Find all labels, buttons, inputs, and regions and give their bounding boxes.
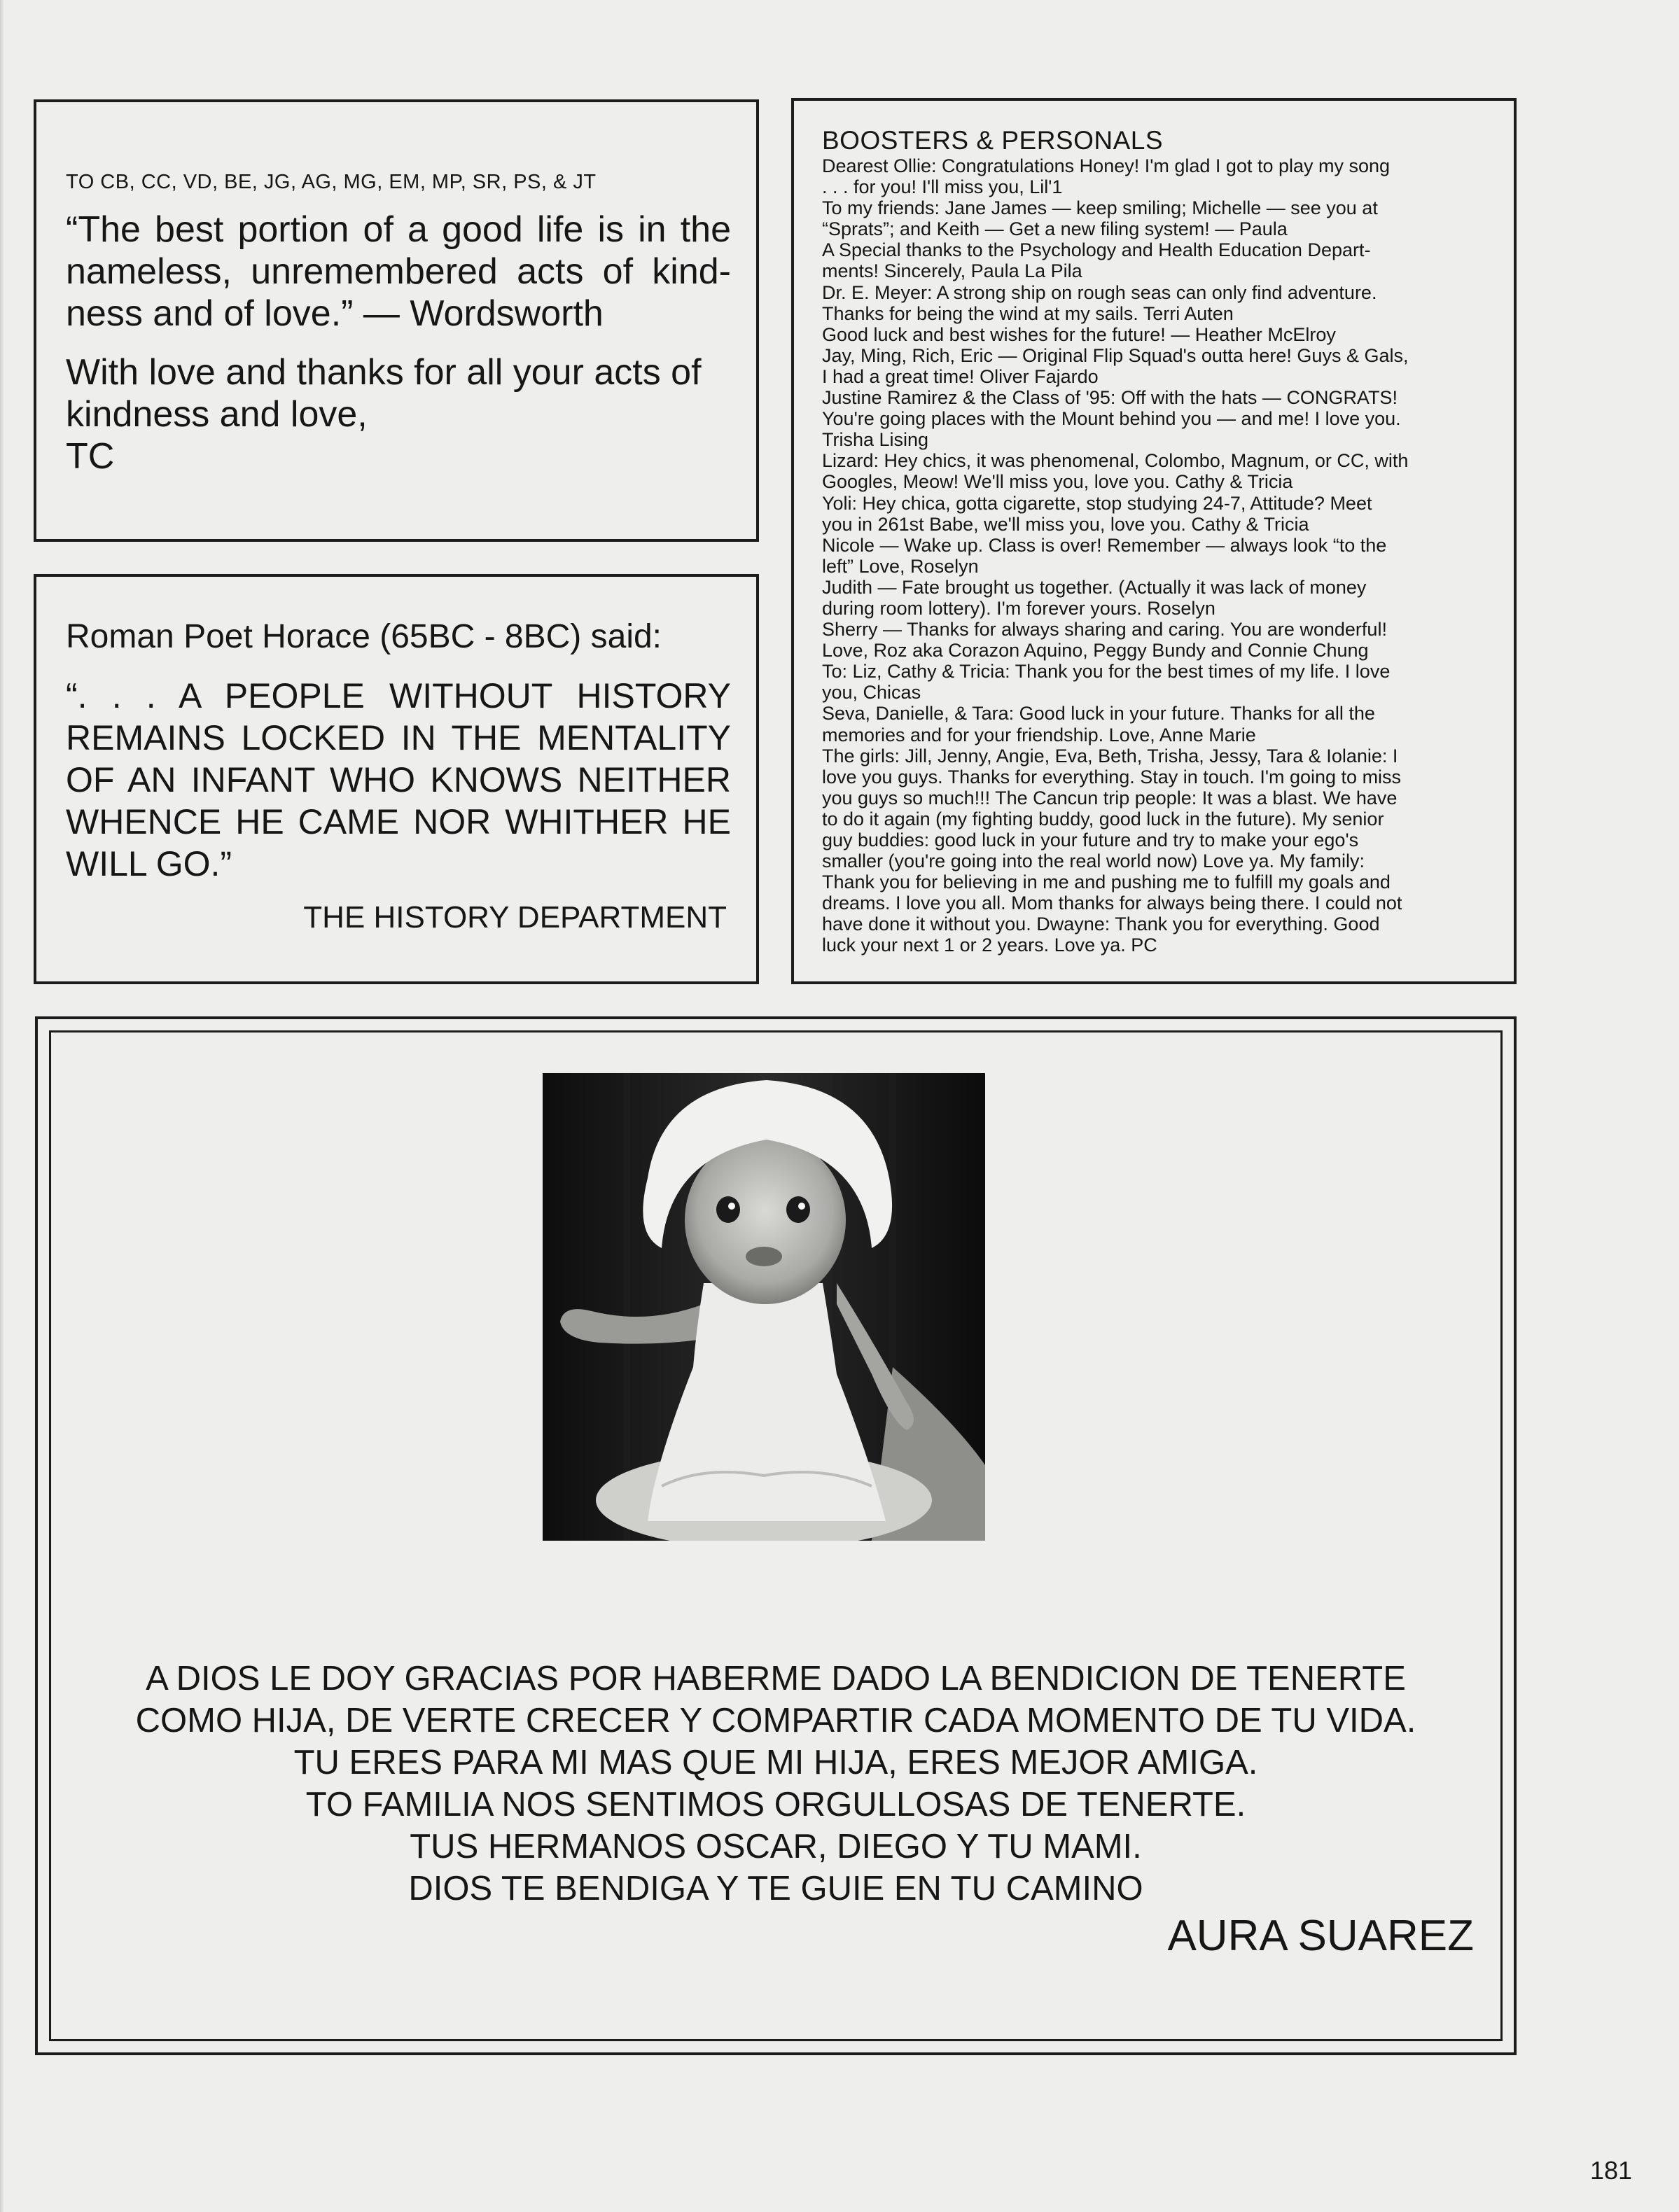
booster-line: Sherry — Thanks for always sharing and caring. You are wonderful!: [822, 619, 1387, 640]
booster-line: left” Love, Roselyn: [822, 555, 979, 577]
aura-message-line: DIOS TE BENDIGA Y TE GUIE EN TU CAMINO: [408, 1870, 1143, 1907]
booster-line: during room lottery). I'm forever yours. Roselyn: [822, 597, 1215, 619]
wordsworth-quote: “The best portion of a good life is in the nameless, unremembered acts of kindness and of love.” — Wordsworth: [66, 209, 731, 334]
tc-recipients: TO CB, CC, VD, BE, JG, AG, MG, EM, MP, SR, PS, & JT: [66, 171, 597, 193]
aura-message-line: COMO HIJA, DE VERTE CRECER Y COMPARTIR CADA MOMENTO DE TU VIDA.: [135, 1702, 1416, 1740]
boosters-title: BOOSTERS & PERSONALS: [822, 126, 1164, 155]
booster-line: Yoli: Hey chica, gotta cigarette, stop studying 24-7, Attitude? Meet: [822, 492, 1372, 514]
booster-line: Nicole — Wake up. Class is over! Remember — always look “to the: [822, 534, 1387, 556]
history-department-box: [34, 574, 759, 984]
booster-line: guy buddies: good luck in your future and try to make your ego's: [822, 830, 1359, 850]
booster-line: To my friends: Jane James — keep smiling; Michelle — see you at: [822, 197, 1378, 219]
booster-line: memories and for your friendship. Love, Anne Marie: [822, 724, 1256, 746]
aura-message: [51, 1658, 1500, 1910]
booster-line: Lizard: Hey chics, it was phenomenal, Colombo, Magnum, or CC, with: [822, 450, 1409, 472]
booster-line: have done it without you. Dwayne: Thank you for everything. Good: [822, 913, 1380, 935]
aura-message-line: A DIOS LE DOY GRACIAS POR HABERME DADO LA BENDICION DE TENERTE: [146, 1660, 1406, 1698]
horace-quote: “. . . A PEOPLE WITHOUT HISTORY REMAINS LOCKED IN THE MENTALITY OF AN INFANT WHO KNOWS NEITHER WHENCE HE CAME NOR WHITHER HE WILL GO.”: [66, 676, 731, 883]
booster-line: you guys so much!!! The Cancun trip people: It was a blast. We have: [822, 787, 1398, 808]
booster-line: I had a great time! Oliver Fajardo: [822, 365, 1099, 387]
boosters-text: [822, 155, 1487, 956]
booster-line: smaller (you're going into the real world now) Love ya. My family:: [822, 850, 1365, 872]
booster-line: you, Chicas: [822, 682, 921, 704]
booster-line: “Sprats”; and Keith — Get a new filing system! — Paula: [822, 218, 1288, 240]
booster-line: Dr. E. Meyer: A strong ship on rough seas can only find adventure.: [822, 281, 1377, 303]
aura-message-line: TU ERES PARA MI MAS QUE MI HIJA, ERES MEJOR AMIGA.: [293, 1744, 1258, 1782]
booster-line: Thanks for being the wind at my sails. Terri Auten: [822, 302, 1234, 324]
booster-line: Jay, Ming, Rich, Eric — Original Flip Squad's outta here! Guys & Gals,: [822, 344, 1409, 366]
booster-line: A Special thanks to the Psychology and Health Education Depart-: [822, 239, 1371, 261]
booster-line: Judith — Fate brought us together. (Actually it was lack of money: [822, 576, 1367, 598]
boosters-personals-box: [791, 98, 1517, 984]
booster-line: Good luck and best wishes for the future! — Heather McElroy: [822, 323, 1336, 345]
aura-inner-frame: [49, 1030, 1503, 2041]
history-signature: THE HISTORY DEPARTMENT: [303, 900, 727, 934]
page-number: 181: [1590, 2156, 1633, 2185]
aura-message-line: TO FAMILIA NOS SENTIMOS ORGULLOSAS DE TENERTE.: [305, 1786, 1246, 1823]
booster-line: Googles, Meow! We'll miss you, love you. Cathy & Tricia: [822, 471, 1293, 493]
booster-line: . . . for you! I'll miss you, Lil'1: [822, 176, 1063, 198]
booster-line: Thank you for believing in me and pushing me to fulfill my goals and: [822, 872, 1391, 893]
tc-signature: TC: [66, 436, 115, 477]
booster-line: ments! Sincerely, Paula La Pila: [822, 260, 1082, 282]
aura-suarez-box: [35, 1016, 1517, 2055]
horace-intro: Roman Poet Horace (65BC - 8BC) said:: [66, 618, 662, 655]
booster-line: you in 261st Babe, we'll miss you, love you. Cathy & Tricia: [822, 513, 1309, 535]
booster-line: Love, Roz aka Corazon Aquino, Peggy Bundy and Connie Chung: [822, 640, 1369, 662]
booster-line: You're going places with the Mount behind you — and me! I love you.: [822, 408, 1401, 430]
page-binding-edge: [0, 0, 4, 2212]
booster-line: Dearest Ollie: Congratulations Honey! I'm glad I got to play my song: [822, 155, 1391, 176]
booster-line: To: Liz, Cathy & Tricia: Thank you for the best times of my life. I love: [822, 661, 1391, 682]
booster-line: Justine Ramirez & the Class of '95: Off with the hats — CONGRATS!: [822, 387, 1398, 409]
booster-line: The girls: Jill, Jenny, Angie, Eva, Beth, Trisha, Jessy, Tara & Iolanie: I: [822, 745, 1398, 766]
booster-line: to do it again (my fighting buddy, good luck in the future). My senior: [822, 808, 1384, 830]
booster-line: Trisha Lising: [822, 429, 929, 451]
booster-line: love you guys. Thanks for everything. Stay in touch. I'm going to miss: [822, 766, 1402, 788]
tc-message-box: [34, 99, 759, 542]
aura-message-line: TUS HERMANOS OSCAR, DIEGO Y TU MAMI.: [410, 1828, 1142, 1865]
booster-line: luck your next 1 or 2 years. Love ya. PC: [822, 934, 1157, 956]
tc-thanks-text: With love and thanks for all your acts of kindness and love,: [66, 352, 702, 435]
baby-portrait-image: [543, 1073, 985, 1541]
booster-line: dreams. I love you all. Mom thanks for always being there. I could not: [822, 892, 1402, 914]
booster-line: Seva, Danielle, & Tara: Good luck in your future. Thanks for all the: [822, 703, 1375, 724]
baby-photo: [543, 1073, 985, 1541]
aura-signature: AURA SUAREZ: [1167, 1912, 1474, 1960]
